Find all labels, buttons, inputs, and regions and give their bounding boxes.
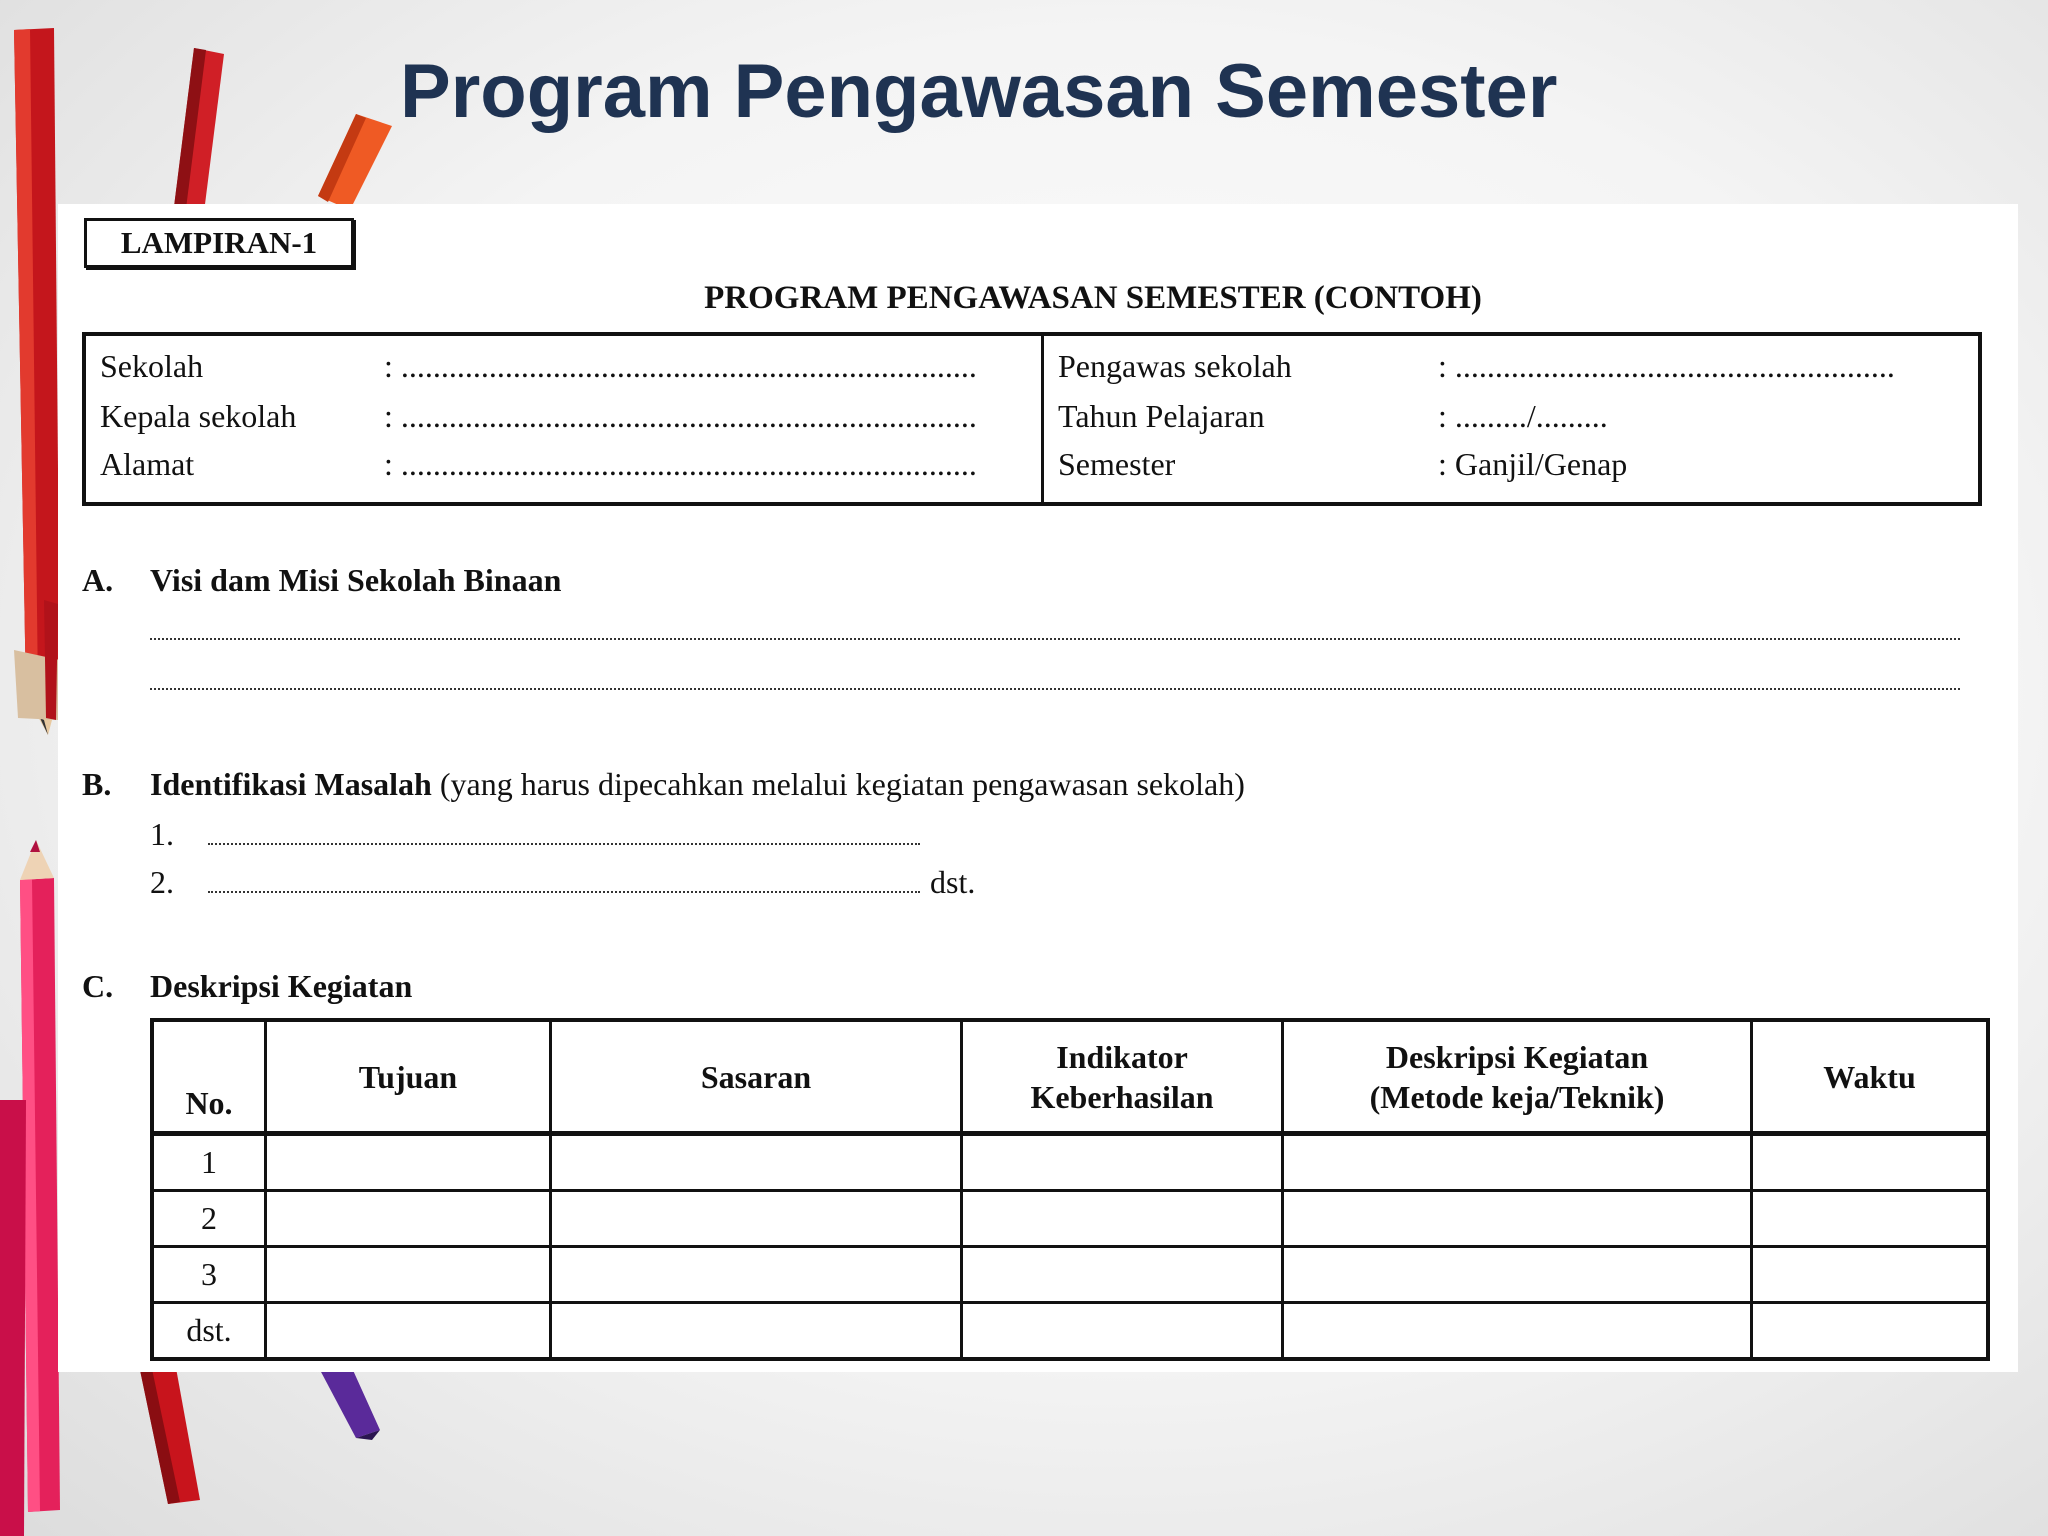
row-number: dst. bbox=[152, 1303, 266, 1360]
header-tujuan: Tujuan bbox=[266, 1020, 551, 1134]
pencil-orange bbox=[318, 114, 392, 210]
header-indikator bbox=[962, 1020, 1283, 1134]
table-cell bbox=[551, 1247, 962, 1303]
table-cell bbox=[962, 1303, 1283, 1360]
pencil-red-bottom bbox=[140, 1368, 200, 1504]
pencil-purple-bottom bbox=[320, 1368, 380, 1440]
section-b-heading bbox=[82, 766, 1245, 803]
table-cell bbox=[551, 1134, 962, 1191]
section-title: Identifikasi Masalah bbox=[150, 766, 432, 802]
info-label: Semester bbox=[1058, 446, 1176, 482]
info-label: Alamat bbox=[100, 446, 195, 482]
table-cell bbox=[1752, 1134, 1989, 1191]
info-row-semester bbox=[1058, 446, 1628, 483]
info-row-alamat bbox=[100, 446, 977, 483]
table-cell bbox=[962, 1191, 1283, 1247]
info-value: : ........./......... bbox=[1438, 398, 1608, 434]
info-label: Kepala sekolah bbox=[100, 398, 297, 434]
table-header-row bbox=[152, 1020, 1988, 1134]
section-title: Deskripsi Kegiatan bbox=[150, 968, 413, 1004]
info-value: : ....................................................... bbox=[1438, 348, 1895, 384]
slide-title: Program Pengawasan Semester bbox=[400, 49, 1558, 134]
table-cell bbox=[266, 1303, 551, 1360]
table-cell bbox=[1283, 1303, 1752, 1360]
info-row-kepala-sekolah bbox=[100, 398, 977, 435]
section-letter: A. bbox=[82, 562, 114, 598]
header-indikator-line2: Keberhasilan bbox=[1030, 1078, 1214, 1115]
table-row bbox=[152, 1303, 1988, 1360]
info-value: : ........................................................................ bbox=[384, 446, 977, 482]
table-cell bbox=[1283, 1134, 1752, 1191]
pencil-pink bbox=[20, 840, 60, 1512]
section-subtext: (yang harus dipecahkan melalui kegiatan pengawasan sekolah) bbox=[431, 766, 1245, 802]
school-info-left bbox=[86, 336, 1044, 502]
info-row-pengawas bbox=[1058, 348, 1895, 385]
table-cell bbox=[1283, 1191, 1752, 1247]
document-title: PROGRAM PENGAWASAN SEMESTER (CONTOH) bbox=[704, 280, 1482, 316]
table-cell bbox=[266, 1134, 551, 1191]
item-number: 1. bbox=[150, 816, 174, 852]
dotted-blank bbox=[208, 843, 920, 845]
table-cell bbox=[551, 1303, 962, 1360]
problem-item-1 bbox=[150, 816, 930, 853]
school-info-box bbox=[82, 332, 1982, 506]
school-info-right bbox=[1044, 336, 1978, 502]
table-cell bbox=[266, 1191, 551, 1247]
item-suffix: dst. bbox=[930, 864, 976, 900]
table-cell bbox=[1283, 1247, 1752, 1303]
table-cell bbox=[1752, 1247, 1989, 1303]
section-c-heading bbox=[82, 968, 412, 1005]
dotted-line bbox=[150, 688, 1960, 690]
info-label: Pengawas sekolah bbox=[1058, 348, 1292, 384]
info-row-tahun-pelajaran bbox=[1058, 398, 1608, 435]
table-row bbox=[152, 1134, 1988, 1191]
header-waktu: Waktu bbox=[1752, 1020, 1989, 1134]
row-number: 2 bbox=[152, 1191, 266, 1247]
info-value: : Ganjil/Genap bbox=[1438, 446, 1628, 482]
dotted-line bbox=[150, 638, 1960, 640]
table-row bbox=[152, 1247, 1988, 1303]
section-a-heading bbox=[82, 562, 561, 599]
document-page bbox=[58, 204, 2018, 1372]
header-deskripsi-line2: (Metode keja/Teknik) bbox=[1369, 1078, 1665, 1115]
section-title: Visi dam Misi Sekolah Binaan bbox=[150, 562, 562, 598]
info-label: Sekolah bbox=[100, 348, 204, 384]
row-number: 1 bbox=[152, 1134, 266, 1191]
table-row bbox=[152, 1191, 1988, 1247]
header-indikator-line1: Indikator bbox=[1056, 1038, 1188, 1075]
header-deskripsi bbox=[1283, 1020, 1752, 1134]
table-cell bbox=[1752, 1191, 1989, 1247]
table-cell bbox=[266, 1247, 551, 1303]
item-number: 2. bbox=[150, 864, 174, 900]
info-value: : ........................................................................ bbox=[384, 398, 977, 434]
info-label: Tahun Pelajaran bbox=[1058, 398, 1265, 434]
section-letter: C. bbox=[82, 968, 114, 1004]
section-letter: B. bbox=[82, 766, 112, 802]
problem-item-2 bbox=[150, 864, 975, 901]
table-cell bbox=[1752, 1303, 1989, 1360]
dotted-blank bbox=[208, 891, 920, 893]
table-cell bbox=[551, 1191, 962, 1247]
header-deskripsi-line1: Deskripsi Kegiatan bbox=[1385, 1038, 1649, 1075]
header-no: No. bbox=[152, 1020, 266, 1134]
header-sasaran: Sasaran bbox=[551, 1020, 962, 1134]
table-cell bbox=[962, 1247, 1283, 1303]
activity-table bbox=[150, 1018, 1990, 1361]
pencil-pink-bottom bbox=[0, 1100, 26, 1536]
info-value: : ........................................................................ bbox=[384, 348, 977, 384]
row-number: 3 bbox=[152, 1247, 266, 1303]
lampiran-label: LAMPIRAN-1 bbox=[84, 218, 354, 268]
table-cell bbox=[962, 1134, 1283, 1191]
info-row-sekolah bbox=[100, 348, 977, 385]
